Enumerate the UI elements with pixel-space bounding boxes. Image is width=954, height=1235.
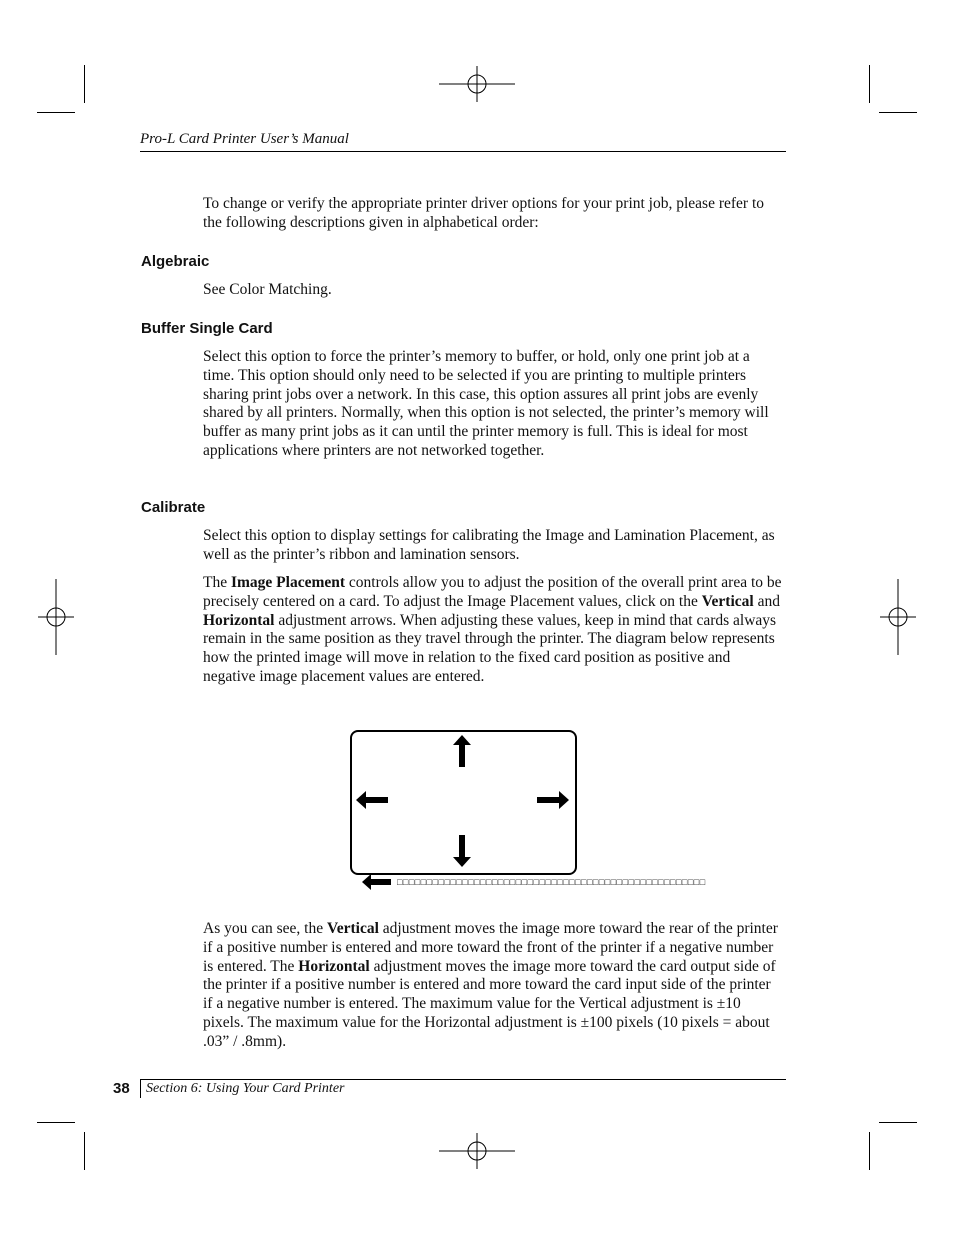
footer-rule	[140, 1079, 786, 1080]
intro-paragraph: To change or verify the appropriate printer driver options for your print job, please refer to the following descriptions given in alphabetical order:	[203, 195, 765, 231]
text-run: As you can see, the	[203, 920, 327, 937]
running-header: Pro-L Card Printer User’s Manual	[140, 131, 349, 147]
crop-mark	[84, 65, 85, 103]
bold-term-image-placement: Image Placement	[230, 574, 346, 591]
crop-mark	[879, 112, 917, 113]
text-run: adjustment arrows. When adjusting these values, keep in mind that cards always remain in the same position as they travel through the printer. The diagram below represents how the printed image will move in relation to the fixed card position as positive and negative image placement values are entered.	[203, 611, 777, 685]
section-text-calibrate: Select this option to display settings for calibrating the Image and Lamination Placement, as well as the printer’s ribbon and lamination sensors.	[203, 527, 775, 563]
text-run: and	[753, 592, 780, 610]
section-heading-algebraic: Algebraic	[141, 253, 210, 270]
card-direction-arrow-icon	[362, 874, 392, 890]
arrow-down-icon	[453, 835, 471, 868]
text-run: adjustment moves the image more toward the rear of the printer if a positive number is entered and more toward the front of the printer if a negative number is entered. The	[203, 920, 778, 975]
registration-mark-bottom	[437, 1132, 517, 1170]
bold-term-vertical: Vertical	[701, 592, 754, 610]
diagram-caption: □□□□□□□□□□□□□□□□□□□□□□□□□□□□□□□□□□□□□□□□□□□□□□□□□□□□	[397, 877, 706, 887]
footer-divider	[140, 1080, 141, 1098]
registration-mark-right	[879, 578, 917, 656]
crop-mark	[84, 1132, 85, 1170]
crop-mark	[869, 65, 870, 103]
text-run: adjustment moves the image more toward the card output side of the printer if a positive number is entered and more toward the card input side of the printer if a negative number is entered. The maximum value for the Vertical adjustment is ±10 pixels. The maximum value for the Horizontal adjustment is ±100 pixels (10 pixels = about .03” / .8mm).	[203, 957, 776, 1050]
bold-term-vertical: Vertical	[326, 920, 379, 937]
section-heading-calibrate: Calibrate	[141, 499, 206, 516]
section-heading-buffer-single-card: Buffer Single Card	[141, 320, 273, 337]
arrow-up-icon	[453, 735, 471, 768]
page-number: 38	[113, 1080, 130, 1097]
crop-mark	[37, 112, 75, 113]
bold-term-horizontal: Horizontal	[203, 611, 275, 629]
arrow-left-icon	[356, 791, 389, 809]
bold-term-horizontal: Horizontal	[298, 957, 370, 975]
crop-mark	[37, 1122, 75, 1123]
registration-mark-left	[37, 578, 75, 656]
arrow-right-icon	[537, 791, 570, 809]
section-text-algebraic: See Color Matching.	[203, 281, 332, 298]
header-rule	[140, 151, 786, 152]
section-text-buffer-single-card: Select this option to force the printer’s memory to buffer, or hold, only one print job at a time. This option should only need to be selected if you are printing to multiple printers sharing print jobs over a network. In this case, this option assures all print jobs are evenly shared by all printers. Normally, when this option is not selected, the printer’s memory will buffer as many print jobs as it can until the printer memory is full. This is ideal for most applications where printers are not networked together.	[203, 348, 769, 459]
footer-section-title: Section 6: Using Your Card Printer	[146, 1081, 345, 1096]
text-run: The	[203, 574, 231, 591]
conclusion-paragraph	[203, 920, 783, 1052]
image-placement-paragraph	[203, 574, 783, 687]
crop-mark	[879, 1122, 917, 1123]
text-run: controls allow you to adjust the position of the overall print area to be precisely centered on a card. To adjust the Image Placement values, click on the	[203, 574, 782, 610]
crop-mark	[869, 1132, 870, 1170]
registration-mark-top	[437, 65, 517, 103]
